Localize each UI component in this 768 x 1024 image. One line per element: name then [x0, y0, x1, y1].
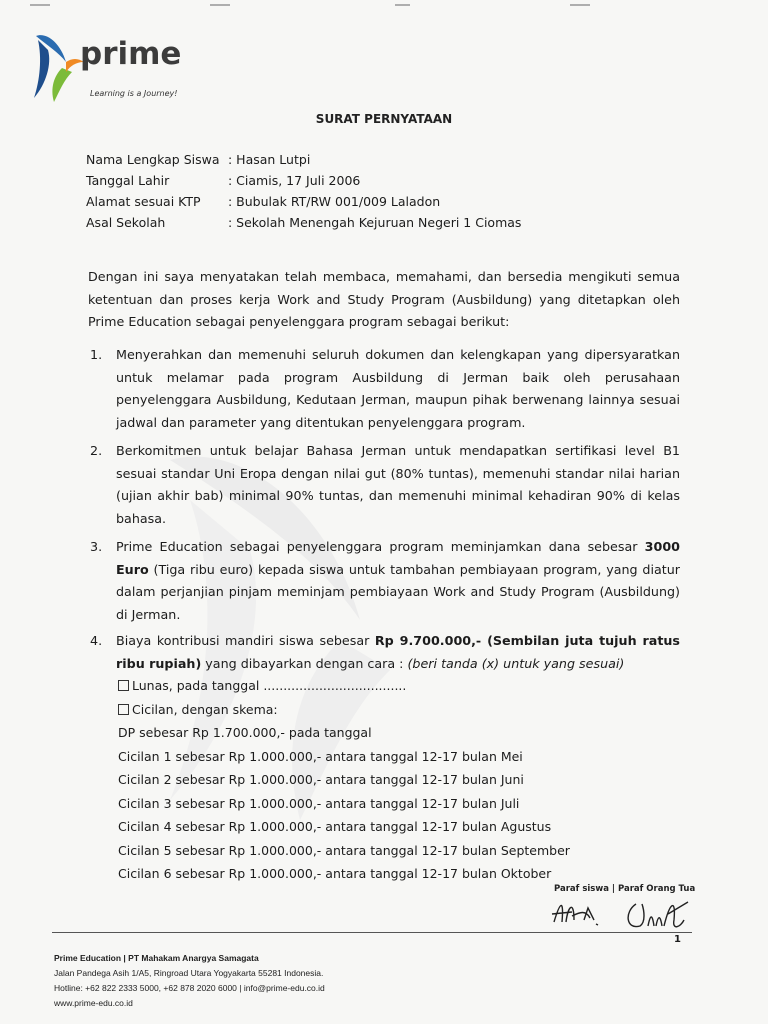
scan-edge-marks — [0, 2, 768, 10]
instruction-note: (beri tanda (x) untuk yang sesuai) — [407, 655, 625, 671]
item-text-part: yang dibayarkan dengan cara : — [201, 655, 408, 671]
document-title: SURAT PERNYATAAN — [315, 112, 453, 126]
identity-value: : Sekolah Menengah Kejuruan Negeri 1 Ciomas — [228, 215, 522, 230]
lunas-checkbox[interactable] — [118, 680, 129, 691]
identity-label: Nama Lengkap Siswa — [86, 152, 220, 167]
loan-amount: 3000 Euro — [116, 539, 680, 577]
page-number: 1 — [674, 934, 681, 945]
item-text — [116, 630, 680, 675]
option-lunas[interactable] — [118, 674, 570, 698]
student-initial-signature — [546, 892, 606, 932]
installment-row: Cicilan 1 sebesar Rp 1.000.000,- antara tanggal 12-17 bulan Mei — [118, 748, 523, 764]
paraf-label: Paraf siswa | Paraf Orang Tua — [554, 884, 696, 894]
contribution-amount: Rp 9.700.000,- (Sembilan juta tujuh ratus ribu rupiah) — [116, 633, 680, 671]
item-text-part: Prime Education sebagai penyelenggara program meminjamkan dana sebesar — [116, 539, 645, 554]
statement-item-1 — [90, 344, 680, 434]
item-text: Menyerahkan dan memenuhi seluruh dokumen dan kelengkapan yang dipersyaratkan untuk melamar pada program Ausbildung di Jerman baik oleh perusahaan penyelenggara Ausbildung, Kedutaan Jerman, maupun pihak berwenang lainnya sesuai jadwal dan parameter yang ditentukan penyelenggara program. — [116, 347, 680, 430]
dp-line: DP sebesar Rp 1.700.000,- pada tanggal — [118, 725, 372, 740]
identity-value: : Bubulak RT/RW 001/009 Laladon — [228, 194, 441, 209]
footer — [54, 951, 325, 1011]
footer-website[interactable]: www.prime-edu.co.id — [54, 998, 133, 1008]
parent-initial-signature — [622, 890, 692, 936]
identity-value: : Ciamis, 17 Juli 2006 — [228, 173, 361, 188]
identity-label: Tanggal Lahir — [86, 173, 170, 188]
statement-item-4 — [90, 630, 680, 675]
item-number: 3. — [90, 539, 103, 554]
installment-row: Cicilan 2 sebesar Rp 1.000.000,- antara tanggal 12-17 bulan Juni — [118, 772, 524, 787]
payment-options — [118, 674, 570, 886]
item-text-part: (Tiga ribu euro) kepada siswa untuk tambahan pembiayaan program, yang diatur dalam perjanjian pinjam meminjam pembiayaan Work and Study Program (Ausbildung) di Jerman. — [116, 561, 680, 622]
footer-contact: Hotline: +62 822 2333 5000, +62 878 2020 6000 | info@prime-edu.co.id — [54, 983, 325, 993]
installment-row: Cicilan 5 sebesar Rp 1.000.000,- antara tanggal 12-17 bulan September — [118, 842, 570, 858]
cicilan-checkbox[interactable] — [118, 704, 129, 715]
item-text-part: Biaya kontribusi mandiri siswa sebesar — [116, 633, 375, 648]
installment-row: Cicilan 4 sebesar Rp 1.000.000,- antara tanggal 12-17 bulan Agustus — [118, 819, 552, 834]
identity-label: Alamat sesuai KTP — [86, 194, 201, 209]
prime-logo — [32, 28, 202, 108]
identity-value: : Hasan Lutpi — [228, 152, 311, 167]
identity-label: Asal Sekolah — [86, 215, 166, 230]
footer-divider — [52, 932, 692, 933]
logo-tagline: Learning is a Journey! — [90, 89, 178, 98]
footer-address: Jalan Pandega Asih 1/A5, Ringroad Utara Yogyakarta 55281 Indonesia. — [54, 968, 324, 978]
logo-wordmark: prime — [80, 36, 182, 72]
statement-item-3 — [90, 536, 680, 626]
item-number: 2. — [90, 443, 103, 458]
installment-row: Cicilan 3 sebesar Rp 1.000.000,- antara tanggal 12-17 bulan Juli — [118, 795, 520, 811]
installment-row: Cicilan 6 sebesar Rp 1.000.000,- antara tanggal 12-17 bulan Oktober — [118, 866, 552, 881]
intro-paragraph: Dengan ini saya menyatakan telah membaca, memahami, dan bersedia mengikuti semua ketentuan dan proses kerja Work and Study Program (Ausbildung) yang ditetapkan oleh Prime Education sebagai penyelenggara program sebagai berikut: — [88, 269, 680, 329]
item-text: Berkomitmen untuk belajar Bahasa Jerman untuk mendapatkan sertifikasi level B1 sesuai standar Uni Eropa dengan nilai gut (80% tuntas), memenuhi standar nilai harian (ujian akhir bab) minimal 90% tuntas, dan memenuhi minimal kehadiran 90% di kelas bahasa. — [116, 443, 680, 526]
item-number: 1. — [90, 347, 103, 362]
item-text — [116, 536, 680, 626]
option-label: Cicilan, dengan skema: — [132, 701, 278, 717]
item-number: 4. — [90, 633, 103, 648]
footer-company: Prime Education | PT Mahakam Anargya Samagata — [54, 953, 259, 963]
option-label: Lunas, pada tanggal .................................... — [132, 678, 407, 693]
statement-item-2 — [90, 440, 680, 530]
option-cicilan[interactable] — [118, 698, 570, 722]
